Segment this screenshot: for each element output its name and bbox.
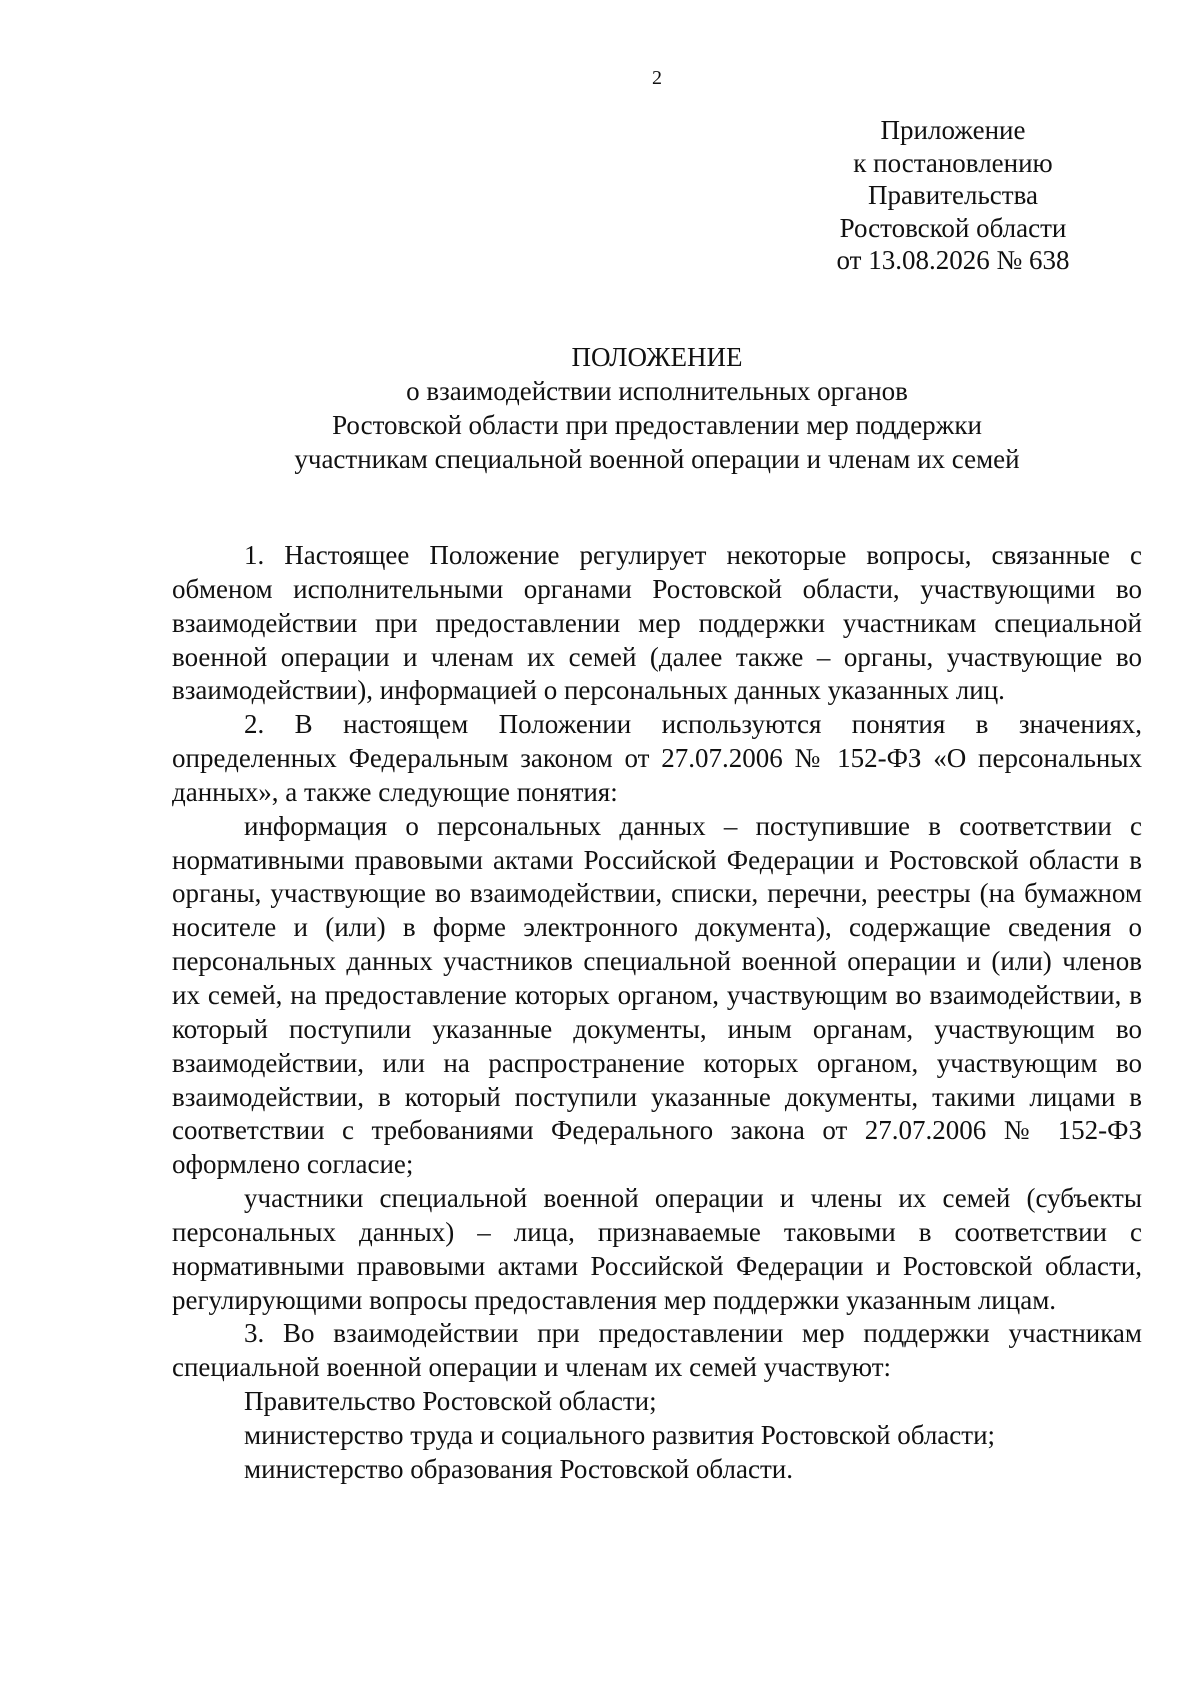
paragraph-3: 3. Во взаимодействии при предоставлении мер поддержки участникам специальной военной операции и членам их семей участвуют: [172, 1318, 1142, 1383]
participant-item: министерство образования Ростовской области. [244, 1453, 793, 1484]
document-title: ПОЛОЖЕНИЕ [571, 342, 743, 372]
appendix-line: Приложение [880, 115, 1026, 145]
title-block [172, 340, 1142, 476]
participant-item: Правительство Ростовской области; [244, 1386, 657, 1417]
document-body [172, 539, 1142, 1487]
title-line: о взаимодействии исполнительных органов [406, 376, 908, 406]
appendix-line: от 13.08.2026 № 638 [836, 245, 1070, 275]
appendix-block [830, 114, 1076, 277]
appendix-line: Правительства [868, 180, 1038, 210]
title-line: участникам специальной военной операции и членам их семей [294, 444, 1020, 474]
appendix-line: к постановлению [853, 147, 1053, 178]
definition-personal-data-info: информация о персональных данных – поступившие в соответствии с нормативными правовыми актами Российской Федерации и Ростовской области в органы, участвующие во взаимодействии, списки, перечни, реестры (на бумажном носителе и (или) в форме электронного документа), содержащие сведения о персональных данных участников специальной военной операции и (или) членов их семей, на предоставление которых органом, участвующим во взаимодействии, в который поступили указанные документы, иным органам, участвующим во взаимодействии, или на распространение которых органом, участвующим во взаимодействии, в который поступили указанные документы, такими лицами в соответствии с требованиями Федерального закона от 27.07.2006 № 152-ФЗ оформлено согласие; [172, 810, 1142, 1180]
participant-item: министерство труда и социального развития Ростовской области; [244, 1419, 996, 1450]
paragraph-2: 2. В настоящем Положении используются понятия в значениях, определенных Федеральным законом от 27.07.2006 № 152-ФЗ «О персональных данных», а также следующие понятия: [172, 709, 1142, 807]
appendix-line: Ростовской области [839, 212, 1067, 243]
definition-participants: участники специальной военной операции и члены их семей (субъекты персональных данных) – лица, признаваемые таковыми в соответствии с нормативными правовыми актами Российской Федерации и Ростовской области, регулирующими вопросы предоставления мер поддержки указанным лицам. [172, 1183, 1142, 1315]
page-number: 2 [652, 67, 662, 89]
title-line: Ростовской области при предоставлении мер поддержки [332, 410, 982, 440]
paragraph-1: 1. Настоящее Положение регулирует некоторые вопросы, связанные с обменом исполнительными органами Ростовской области, участвующими во взаимодействии при предоставлении мер поддержки участникам специальной военной операции и членам их семей (далее также – органы, участвующие во взаимодействии), информацией о персональных данных указанных лиц. [172, 540, 1142, 706]
